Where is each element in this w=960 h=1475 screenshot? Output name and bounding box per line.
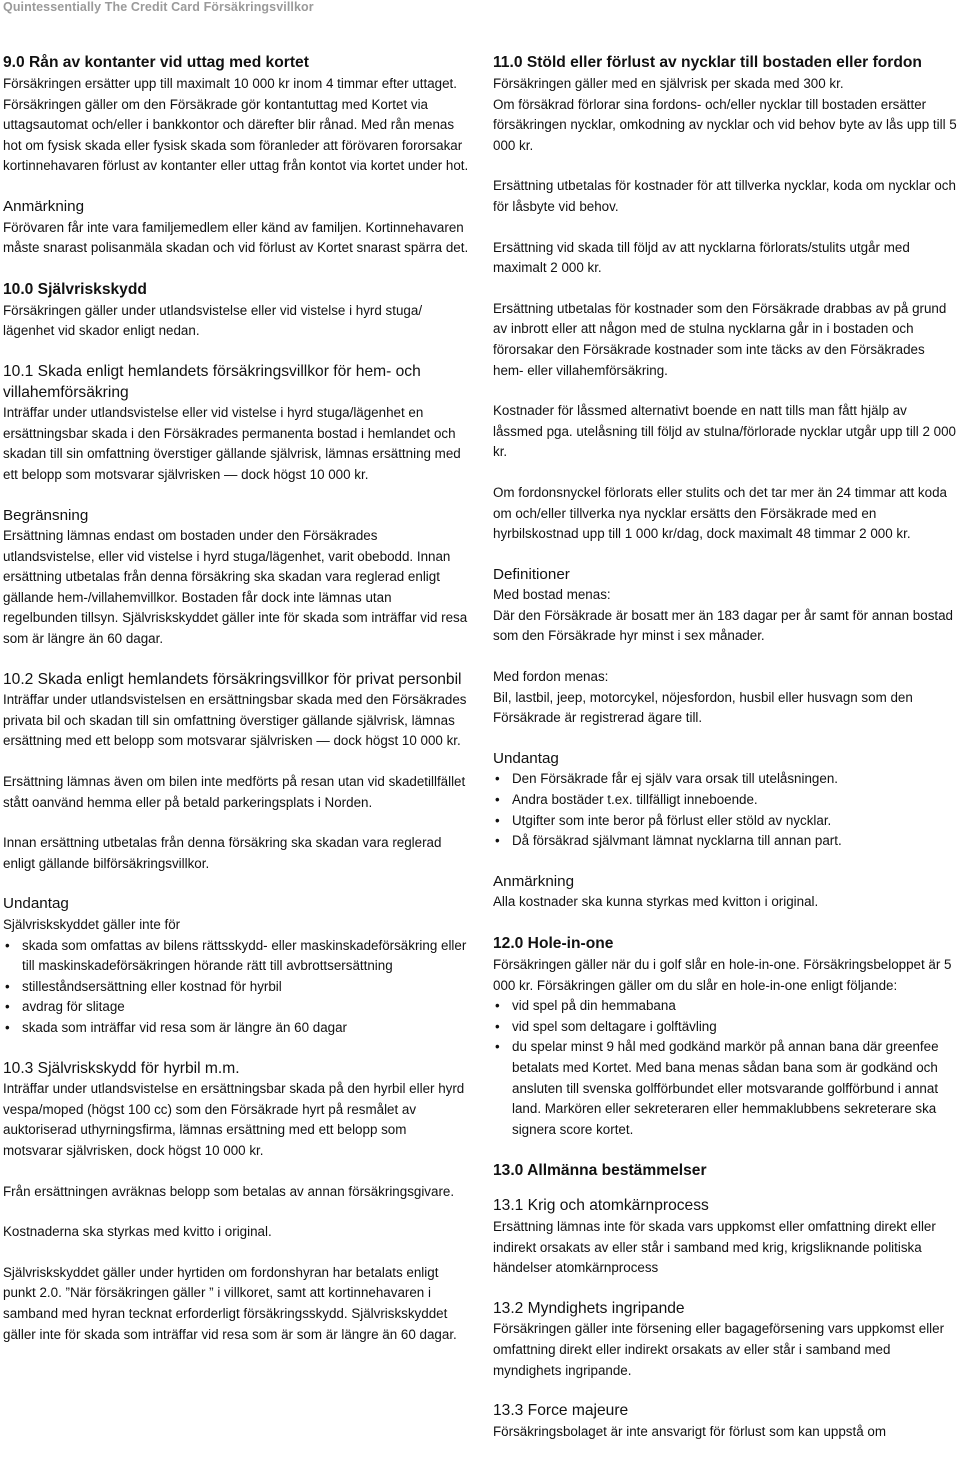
section-11-exceptions-list <box>493 769 958 851</box>
spacer <box>3 259 469 279</box>
section-11-note-text: Alla kostnader ska kunna styrkas med kvitton i original. <box>493 894 819 910</box>
list-item: • vid spel som deltagare i golftävling <box>493 1017 958 1038</box>
section-12-heading: 12.0 Hole-in-one <box>493 935 614 952</box>
section-10-1-limit-text: Ersättning lämnas endast om bostaden under den Försäkrades utlandsvistelse, eller vid vistelse i hyrd stuga/lägenhet, varit obebodd. Innan ersättning utbetalas från denna försäkring ska skadan vara reglerad enligt gällande hem-/villahemvillkor. Bostaden får dock inte lämnas utan regelbunden tillsyn. Självriskskyddet gäller inte för skada som inträffar vid resa som är längre än 60 dagar. <box>3 528 468 647</box>
section-10-2-paragraph-1: Inträffar under utlandsvistelsen en ersättningsbar skada med den Försäkrades privata bil och skadan till sin omfattning överstiger gällande självrisk, lämnas ersättning med ett belopp som motsvarar självrisken — dock högst 10 000 kr. <box>3 692 467 749</box>
spacer <box>3 1162 469 1182</box>
section-10-text: Försäkringen gäller under utlandsvistelse eller vid vistelse i hyrd stuga/ lägenhet vid skador enligt nedan. <box>3 302 423 339</box>
section-11-paragraph-7: Om fordonsnyckel förlorats eller stulits och det tar mer än 24 timmar att koda om och/eller tillverka nya nycklar ersätts den Försäkrade med en hyrbilskostnad upp till 1 000 kr/dag, dock maximalt 48 timmar 2 000 kr. <box>493 484 947 542</box>
spacer <box>493 1279 958 1299</box>
left-column <box>3 52 469 1345</box>
section-9-note-text: Förövaren får inte vara familjemedlem eller känd av familjen. Kortinnehavaren måste snarast polisanmäla skadan och vid förlust av Kortet snarast spärra det. <box>3 219 469 256</box>
spacer <box>493 156 958 176</box>
section-9-text: Försäkringen ersätter upp till maximalt 10 000 kr inom 4 timmar efter uttaget. Försäkringen gäller om den Försäkrade gör kontantuttag med Kortet via uttagsautomat och/eller i bankkontor och därefter blir rånad. Med rån menas hot om fysisk skada eller fysisk skada som föranleder att förövaren fororsakar kortinnehavaren förlust av kontanter eller uttag från kontot via kortet under hot. <box>3 76 469 174</box>
list-item: • Då försäkrad självmant lämnat nycklarna till annan part. <box>493 831 958 852</box>
section-10-3-paragraph-2: Från ersättningen avräknas belopp som betalas av annan försäkringsgivare. <box>3 1183 455 1199</box>
section-11-paragraph-4: Ersättning vid skada till följd av att nycklarna förlorats/stulits utgår med maximalt 2 000 kr. <box>493 239 910 276</box>
document-header-title: Quintessentially The Credit Card Försäkringsvillkor <box>3 0 314 14</box>
section-12-list <box>493 996 958 1140</box>
definition-vehicle-label: Med fordon menas: <box>493 669 609 685</box>
definitions-heading: Definitioner <box>493 565 570 583</box>
spacer <box>3 874 469 894</box>
list-item: • du spelar minst 9 hål med godkänd markör på annan bana där greenfee betalats med Kortet. Med bana menas sådan bana som är godkänd och ansluten till svenska golfförbundet eller motsvarande golfförbund i annat land. Markören eller sekreteraren eller hemmaklubbens sekreterare ska signera score kortet. <box>493 1037 958 1140</box>
section-11-paragraph-2: Om försäkrad förlorar sina fordons- och/eller nycklar till bostaden ersätter försäkringen nycklar, omkodning av nycklar och vid behov byte av lås upp till 5 000 kr. <box>493 96 957 153</box>
spacer <box>493 1182 958 1196</box>
section-9-heading: 9.0 Rån av kontanter vid uttag med kortet <box>3 54 309 71</box>
spacer <box>3 650 469 670</box>
section-10-3-heading: 10.3 Självriskskydd för hyrbil m.m. <box>3 1059 240 1077</box>
list-item: • Utgifter som inte beror på förlust eller stöld av nycklar. <box>493 811 958 832</box>
spacer <box>493 647 958 667</box>
section-12-text: Försäkringen gäller när du i golf slår en hole-in-one. Försäkringsbeloppet är 5 000 kr. Försäkringen gäller om du slår en hole-in-one enligt följande: <box>493 957 952 993</box>
section-10-3-paragraph-1: Inträffar under utlandsvistelse en ersättningsbar skada på den hyrbil eller hyrd vespa/moped (högst 100 cc) som den Försäkrade hyrt på resmålet av auktoriserad uthyrningsfirma, lämnas ersättning med ett belopp som motsvarar självrisken, dock högst 10 000 kr. <box>3 1081 465 1158</box>
section-13-3-heading: 13.3 Force majeure <box>493 1402 629 1420</box>
spacer <box>3 1039 469 1059</box>
section-13-1-heading: 13.1 Krig och atomkärnprocess <box>493 1197 709 1215</box>
spacer <box>3 1202 469 1222</box>
section-10-2-paragraph-2: Ersättning lämnas även om bilen inte medförts på resan utan vid skadetillfället stått oanvänd hemma eller på betald parkeringsplats i Norden. <box>3 774 466 810</box>
list-item: • skada som omfattas av bilens rättsskydd- eller maskinskadeförsäkring eller till maskinskadeförsäkringen hörande rätt till avbrottsersättning <box>3 936 469 977</box>
spacer <box>3 486 469 506</box>
spacer <box>493 381 958 401</box>
spacer <box>493 218 958 238</box>
section-11-exceptions-heading: Undantag <box>493 749 559 767</box>
spacer <box>3 177 469 197</box>
section-11-paragraph-5: Ersättning utbetalas för kostnader som den Försäkrade drabbas av på grund av inbrott eller att någon med de stulna nycklarna går in i bostaden och förorsakar den Försäkrade kostnader som inte täcks av den Försäkrades hem- eller villahemförsäkring. <box>493 300 947 378</box>
definition-home-text: Där den Försäkrade är bosatt mer än 183 dagar per år samt för annan bostad som den Försäkrade hyr minst i sex månader. <box>493 607 954 644</box>
spacer <box>493 545 958 565</box>
spacer <box>3 342 469 362</box>
section-10-3-paragraph-4: Självriskskyddet gäller under hyrtiden om fordonshyran har betalats enligt punkt 2.0. ”När försäkringen gäller ” i villkoret, samt att kortinnehavaren i samband med hyran tecknat erforderligt försäkringsskydd. Självriskskyddet gäller inte för skada som inträffar vid resa som är som är längre än 60 dagar. <box>3 1264 457 1342</box>
section-11-note-heading: Anmärkning <box>493 872 575 890</box>
section-10-heading: 10.0 Självriskskydd <box>3 280 147 298</box>
spacer <box>493 1381 958 1401</box>
section-10-3-paragraph-3: Kostnaderna ska styrkas med kvitto i original. <box>3 1224 272 1240</box>
spacer <box>3 1243 469 1263</box>
section-13-3-text: Försäkringsbolaget är inte ansvarigt för förlust som kan uppstå om <box>493 1423 886 1439</box>
definition-vehicle-text: Bil, lastbil, jeep, motorcykel, nöjesfordon, husbil eller husvagn som den Försäkrade är registrerad ägare till. <box>493 689 913 726</box>
section-10-1-text: Inträffar under utlandsvistelse eller vid vistelse i hyrd stuga/lägenhet en ersättningsbar skada i den Försäkrades permanenta bostad i hemlandet och skadan till sin omfattning överstiger gällande självrisk, lämnas ersättning med ett belopp som motsvarar självrisken — dock högst 10 000 kr. <box>3 405 461 482</box>
section-13-2-text: Försäkringen gäller inte försening eller bagageförsening vars uppkomst eller omfattning direkt eller indirekt orsakats av eller står i samband med myndighets ingripande. <box>493 1321 945 1378</box>
section-11-paragraph-3: Ersättning utbetalas för kostnader för att tillverka nycklar, koda om nycklar och för låsbyte vid behov. <box>493 178 956 214</box>
spacer <box>493 463 958 483</box>
list-item: • skada som inträffar vid resa som är längre än 60 dagar <box>3 1018 469 1039</box>
spacer <box>3 752 469 772</box>
list-item: • avdrag för slitage <box>3 997 469 1018</box>
right-column <box>493 52 958 1442</box>
section-10-2-exceptions-heading: Undantag <box>3 895 69 913</box>
section-10-2-exceptions-intro: Självriskskyddet gäller inte för <box>3 917 181 932</box>
list-item: • Den Försäkrade får ej själv vara orsak till utelåsningen. <box>493 769 958 790</box>
section-13-2-heading: 13.2 Myndighets ingripande <box>493 1299 685 1317</box>
section-11-paragraph-1: Försäkringen gäller med en självrisk per skada med 300 kr. <box>493 76 844 91</box>
spacer <box>493 729 958 749</box>
section-10-2-exceptions-list <box>3 936 469 1039</box>
list-item: • Andra bostäder t.ex. tillfälligt inneboende. <box>493 790 958 811</box>
spacer <box>493 1140 958 1160</box>
list-item: • vid spel på din hemmabana <box>493 996 958 1017</box>
section-10-2-heading: 10.2 Skada enligt hemlandets försäkringsvillkor för privat personbil <box>3 670 462 688</box>
spacer <box>493 279 958 299</box>
section-13-1-text: Ersättning lämnas inte för skada vars uppkomst eller omfattning direkt eller indirekt orsakats av eller står i samband med krig, krigsliknande politiska händelser atomkärnprocess <box>493 1218 936 1276</box>
document-header <box>0 0 960 20</box>
section-10-1-heading: 10.1 Skada enligt hemlandets försäkringsvillkor för hem- och villahemförsäkring <box>3 362 421 401</box>
list-item: • stilleståndsersättning eller kostnad för hyrbil <box>3 977 469 998</box>
section-13-heading: 13.0 Allmänna bestämmelser <box>493 1162 707 1180</box>
spacer <box>493 913 958 933</box>
section-10-2-paragraph-3: Innan ersättning utbetalas från denna försäkring ska skadan vara reglerad enligt gällande bilförsäkringsvillkor. <box>3 835 442 871</box>
section-9-note-heading: Anmärkning <box>3 197 85 215</box>
section-11-paragraph-6: Kostnader för låssmed alternativt boende en natt tills man fått hjälp av låssmed pga. utelåsning till följd av stulna/förlorade nycklar utgår upp till 2 000 kr. <box>493 403 956 460</box>
section-10-1-limit-heading: Begränsning <box>3 506 89 524</box>
section-11-heading: 11.0 Stöld eller förlust av nycklar till bostaden eller fordon <box>493 54 922 71</box>
spacer <box>493 852 958 872</box>
definition-home-label: Med bostad menas: <box>493 587 611 603</box>
spacer <box>3 813 469 833</box>
